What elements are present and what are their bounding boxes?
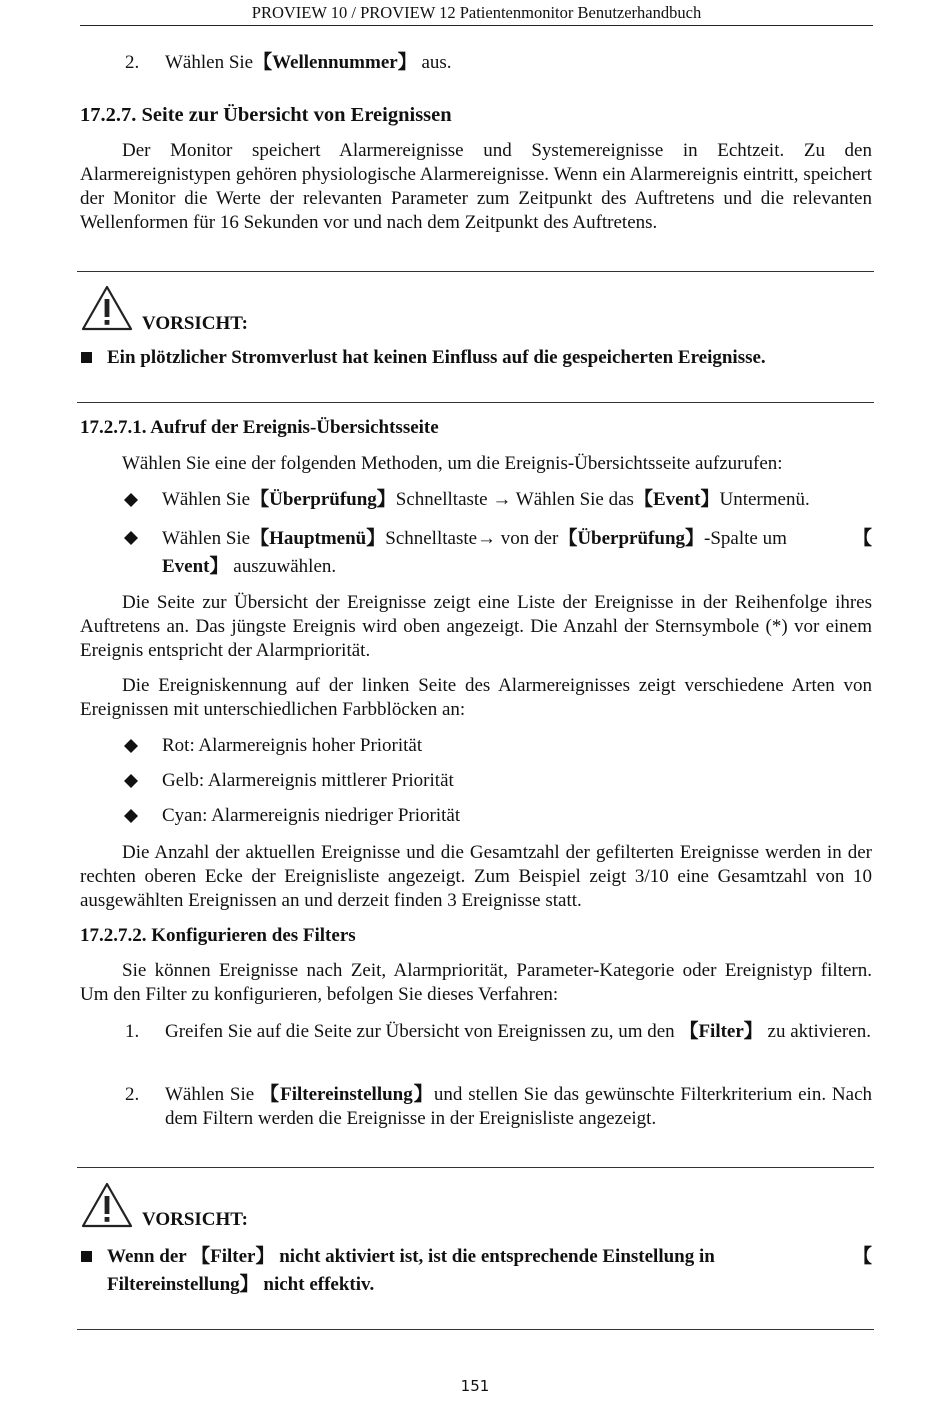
color-item-yellow: Gelb: Alarmereignis mittlerer Priorität: [162, 770, 454, 791]
filter-lead: Sie können Ereignisse nach Zeit, Alarmpriorität, Parameter-Kategorie oder Ereignistyp filtern. Um den Filter zu konfigurieren, befolgen Sie dieses Verfahren:: [80, 960, 872, 1005]
filter-step-1: Greifen Sie auf die Seite zur Übersicht von Ereignissen zu, um den 【Filter】 zu aktivieren.: [165, 1021, 871, 1042]
divider: [77, 1167, 874, 1168]
warning-triangle-icon: [80, 1181, 134, 1229]
step-number: 2.: [125, 52, 140, 73]
filter-step-2: Wählen Sie 【Filtereinstellung】und stellen Sie das gewünschte Filterkriterium ein. Nach dem Filtern werden die Ereignisse in der Ereignisliste angezeigt.: [165, 1084, 872, 1129]
section-heading: 17.2.7. Seite zur Übersicht von Ereignissen: [80, 104, 452, 126]
square-bullet-icon: [81, 352, 92, 363]
subsection-lead: Wählen Sie eine der folgenden Methoden, um die Ereignis-Übersichtsseite aufzurufen:: [122, 453, 783, 474]
divider: [77, 271, 874, 272]
divider: [77, 1329, 874, 1330]
event-id-paragraph: Die Ereigniskennung auf der linken Seite des Alarmereignisses zeigt verschiedene Arten von Ereignissen mit unterschiedlichen Farbblöcken an:: [80, 675, 872, 720]
diamond-bullet-icon: [124, 739, 138, 753]
method-item: Wählen Sie【Hauptmenü】Schnelltaste→ von der【Überprüfung】-Spalte um 【 Event】 auszuwählen.: [162, 528, 872, 577]
header-rule: [80, 25, 873, 26]
diamond-bullet-icon: [124, 774, 138, 788]
method-item: Wählen Sie【Überprüfung】Schnelltaste → Wählen Sie das【Event】Untermenü.: [162, 489, 810, 510]
caution-text: Wenn der 【Filter】 nicht aktiviert ist, ist die entsprechende Einstellung in 【 Filtereinstellung】 nicht effektiv.: [107, 1246, 872, 1295]
subsection-heading: 17.2.7.2. Konfigurieren des Filters: [80, 925, 356, 946]
section-intro: Der Monitor speichert Alarmereignisse und Systemereignisse in Echtzeit. Zu den Alarmereignistypen gehören physiologische Alarmereignisse. Wenn ein Alarmereignis eintritt, speichert der Monitor die Werte der relevanten Parameter zum Zeitpunkt des Auftretens und die relevanten Wellenformen für 16 Sekunden vor und nach dem Zeitpunkt des Auftretens.: [80, 140, 872, 233]
events-list-paragraph: Die Seite zur Übersicht der Ereignisse zeigt eine Liste der Ereignisse in der Reihenfolge ihres Auftretens an. Das jüngste Ereignis wird oben angezeigt. Die Anzahl der Sternsymbole (*) vor einem Ereignis entspricht der Alarmpriorität.: [80, 592, 872, 661]
page-number: 151: [460, 1377, 490, 1395]
square-bullet-icon: [81, 1251, 92, 1262]
caution-text: Ein plötzlicher Stromverlust hat keinen Einfluss auf die gespeicherten Ereignisse.: [107, 347, 766, 368]
step-number: 2.: [125, 1084, 140, 1105]
color-item-cyan: Cyan: Alarmereignis niedriger Priorität: [162, 805, 461, 826]
divider: [77, 402, 874, 403]
diamond-bullet-icon: [124, 493, 138, 507]
subsection-heading: 17.2.7.1. Aufruf der Ereignis-Übersichtsseite: [80, 417, 439, 438]
step-number: 1.: [125, 1021, 140, 1042]
color-item-red: Rot: Alarmereignis hoher Priorität: [162, 735, 423, 756]
diamond-bullet-icon: [124, 809, 138, 823]
step-text: Wählen Sie【Wellennummer】 aus.: [165, 52, 452, 73]
warning-triangle-icon: [80, 284, 134, 332]
page-header: PROVIEW 10 / PROVIEW 12 Patientenmonitor Benutzerhandbuch: [251, 3, 702, 22]
caution-label: VORSICHT:: [142, 1209, 248, 1230]
caution-label: VORSICHT:: [142, 313, 248, 334]
diamond-bullet-icon: [124, 531, 138, 545]
event-count-paragraph: Die Anzahl der aktuellen Ereignisse und die Gesamtzahl der gefilterten Ereignisse werden in der rechten oberen Ecke der Ereignisliste angezeigt. Zum Beispiel zeigt 3/10 eine Gesamtzahl von 10 ausgewählten Ereignissen an und derzeit finden 3 Ereignisse statt.: [80, 842, 872, 911]
